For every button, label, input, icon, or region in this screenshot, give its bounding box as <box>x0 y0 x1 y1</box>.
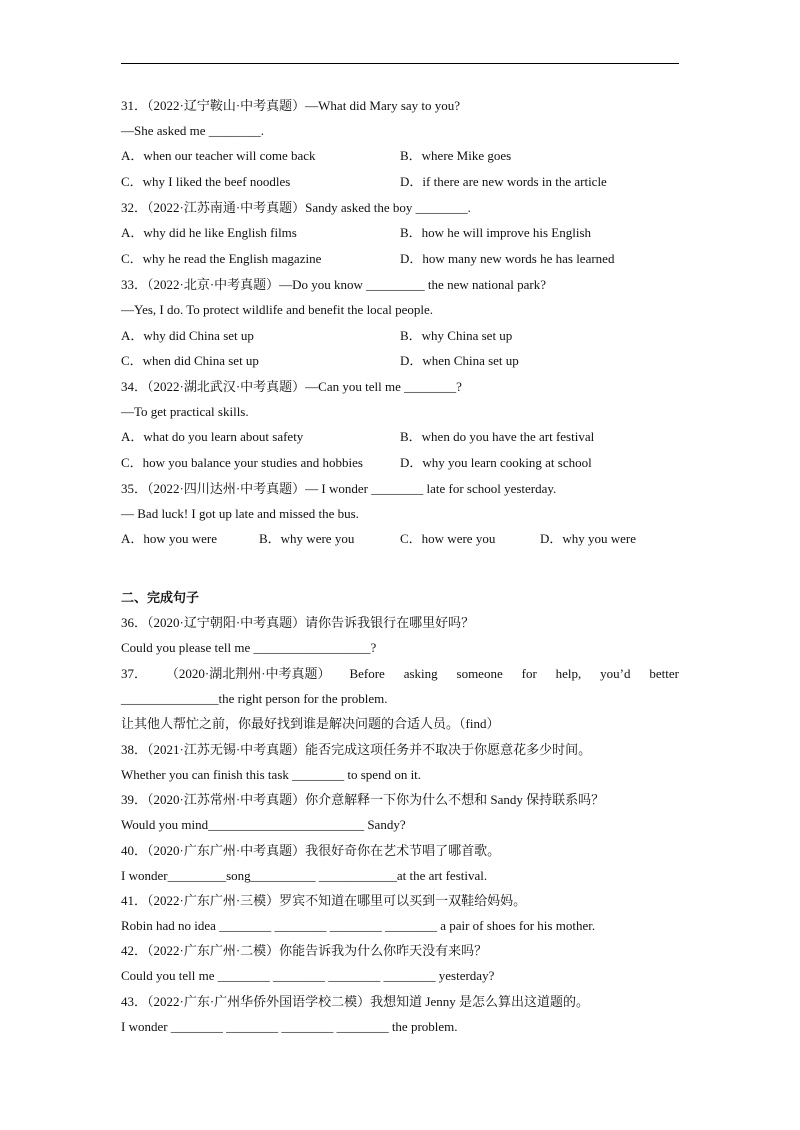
question-43-line: I wonder ________ ________ ________ ________ the problem. <box>121 1019 458 1034</box>
question-37-word: for <box>521 666 537 681</box>
question-35-option-a: A．how you were <box>121 531 218 546</box>
question-33-dialogue: —Yes, I do. To protect wildlife and benefit the local people. <box>121 302 433 317</box>
question-38-stem: 38．（2021·江苏无锡·中考真题）能否完成这项任务并不取决于你愿意花多少时间。 <box>121 742 592 757</box>
header-rule <box>121 63 679 64</box>
question-31-stem: 31．（2022·辽宁鞍山·中考真题）—What did Mary say to you? <box>121 98 461 113</box>
question-34-option-a: A．what do you learn about safety <box>121 429 304 444</box>
question-37-word: asking <box>403 666 438 681</box>
question-31-dialogue: —She asked me ________. <box>121 123 264 138</box>
question-37-word: you’d <box>600 666 631 681</box>
question-40-line: I wonder_________song__________ ____________at the art festival. <box>121 868 488 883</box>
question-42-stem: 42．（2022·广东广州·二模）你能告诉我为什么你昨天没有来吗？ <box>121 943 488 958</box>
question-39-line: Would you mind________________________ Sandy? <box>121 817 406 832</box>
question-35-option-d: D．why you were <box>540 531 637 546</box>
question-37-number: 37． <box>121 666 148 681</box>
question-32-option-a: A．why did he like English films <box>121 225 297 240</box>
question-37-stem <box>121 665 679 683</box>
question-37-source: （2020·湖北荆州·中考真题） <box>165 666 331 681</box>
question-37-word: someone <box>456 666 503 681</box>
section-title: 二、完成句子 <box>121 591 200 606</box>
question-31-option-d: D．if there are new words in the article <box>400 174 607 189</box>
question-39-stem: 39．（2020·江苏常州·中考真题）你介意解释一下你为什么不想和 Sandy 保持联系吗？ <box>121 792 605 807</box>
question-31-option-b: B．where Mike goes <box>400 148 512 163</box>
question-43-stem: 43．（2022·广东·广州华侨外国语学校二模）我想知道 Jenny 是怎么算出这道题的。 <box>121 994 589 1009</box>
question-34-option-c: C．how you balance your studies and hobbies <box>121 455 363 470</box>
question-32-stem: 32．（2022·江苏南通·中考真题）Sandy asked the boy ________. <box>121 200 471 215</box>
question-42-line: Could you tell me ________ ________ ________ ________ yesterday? <box>121 968 495 983</box>
question-33-stem: 33．（2022·北京·中考真题）—Do you know _________ the new national park? <box>121 277 546 292</box>
question-33-option-b: B．why China set up <box>400 328 513 343</box>
question-35-stem: 35．（2022·四川达州·中考真题）— I wonder ________ late for school yesterday. <box>121 481 557 496</box>
question-36-stem: 36．（2020·辽宁朝阳·中考真题）请你告诉我银行在哪里好吗？ <box>121 615 475 630</box>
question-40-stem: 40．（2020·广东广州·中考真题）我很好奇你在艺术节唱了哪首歌。 <box>121 843 501 858</box>
question-32-option-c: C．why he read the English magazine <box>121 251 322 266</box>
question-38-line: Whether you can finish this task ________ to spend on it. <box>121 767 422 782</box>
question-36-line: Could you please tell me __________________? <box>121 640 377 655</box>
question-34-option-d: D．why you learn cooking at school <box>400 455 592 470</box>
question-32-option-b: B．how he will improve his English <box>400 225 592 240</box>
question-35-dialogue: — Bad luck! I got up late and missed the bus. <box>121 506 359 521</box>
question-37-word: help, <box>555 666 582 681</box>
question-37-line: _______________the right person for the problem. <box>121 691 388 706</box>
question-34-option-b: B．when do you have the art festival <box>400 429 595 444</box>
question-31-option-c: C．why I liked the beef noodles <box>121 174 291 189</box>
question-34-dialogue: —To get practical skills. <box>121 404 249 419</box>
question-41-line: Robin had no idea ________ ________ ________ ________ a pair of shoes for his mother. <box>121 918 596 933</box>
question-34-stem: 34．（2022·湖北武汉·中考真题）—Can you tell me ________? <box>121 379 462 394</box>
question-33-option-a: A．why did China set up <box>121 328 254 343</box>
question-35-option-b: B．why were you <box>259 531 355 546</box>
question-31-option-a: A．when our teacher will come back <box>121 148 316 163</box>
question-37-word: better <box>649 666 679 681</box>
question-32-option-d: D．how many new words he has learned <box>400 251 615 266</box>
question-37-word: Before <box>349 666 385 681</box>
question-41-stem: 41．（2022·广东广州·三模）罗宾不知道在哪里可以买到一双鞋给妈妈。 <box>121 893 527 908</box>
question-33-option-d: D．when China set up <box>400 353 519 368</box>
question-35-option-c: C．how were you <box>400 531 496 546</box>
question-33-option-c: C．when did China set up <box>121 353 259 368</box>
question-37-translation: 让其他人帮忙之前，你最好找到谁是解决问题的合适人员。（find） <box>121 716 500 731</box>
